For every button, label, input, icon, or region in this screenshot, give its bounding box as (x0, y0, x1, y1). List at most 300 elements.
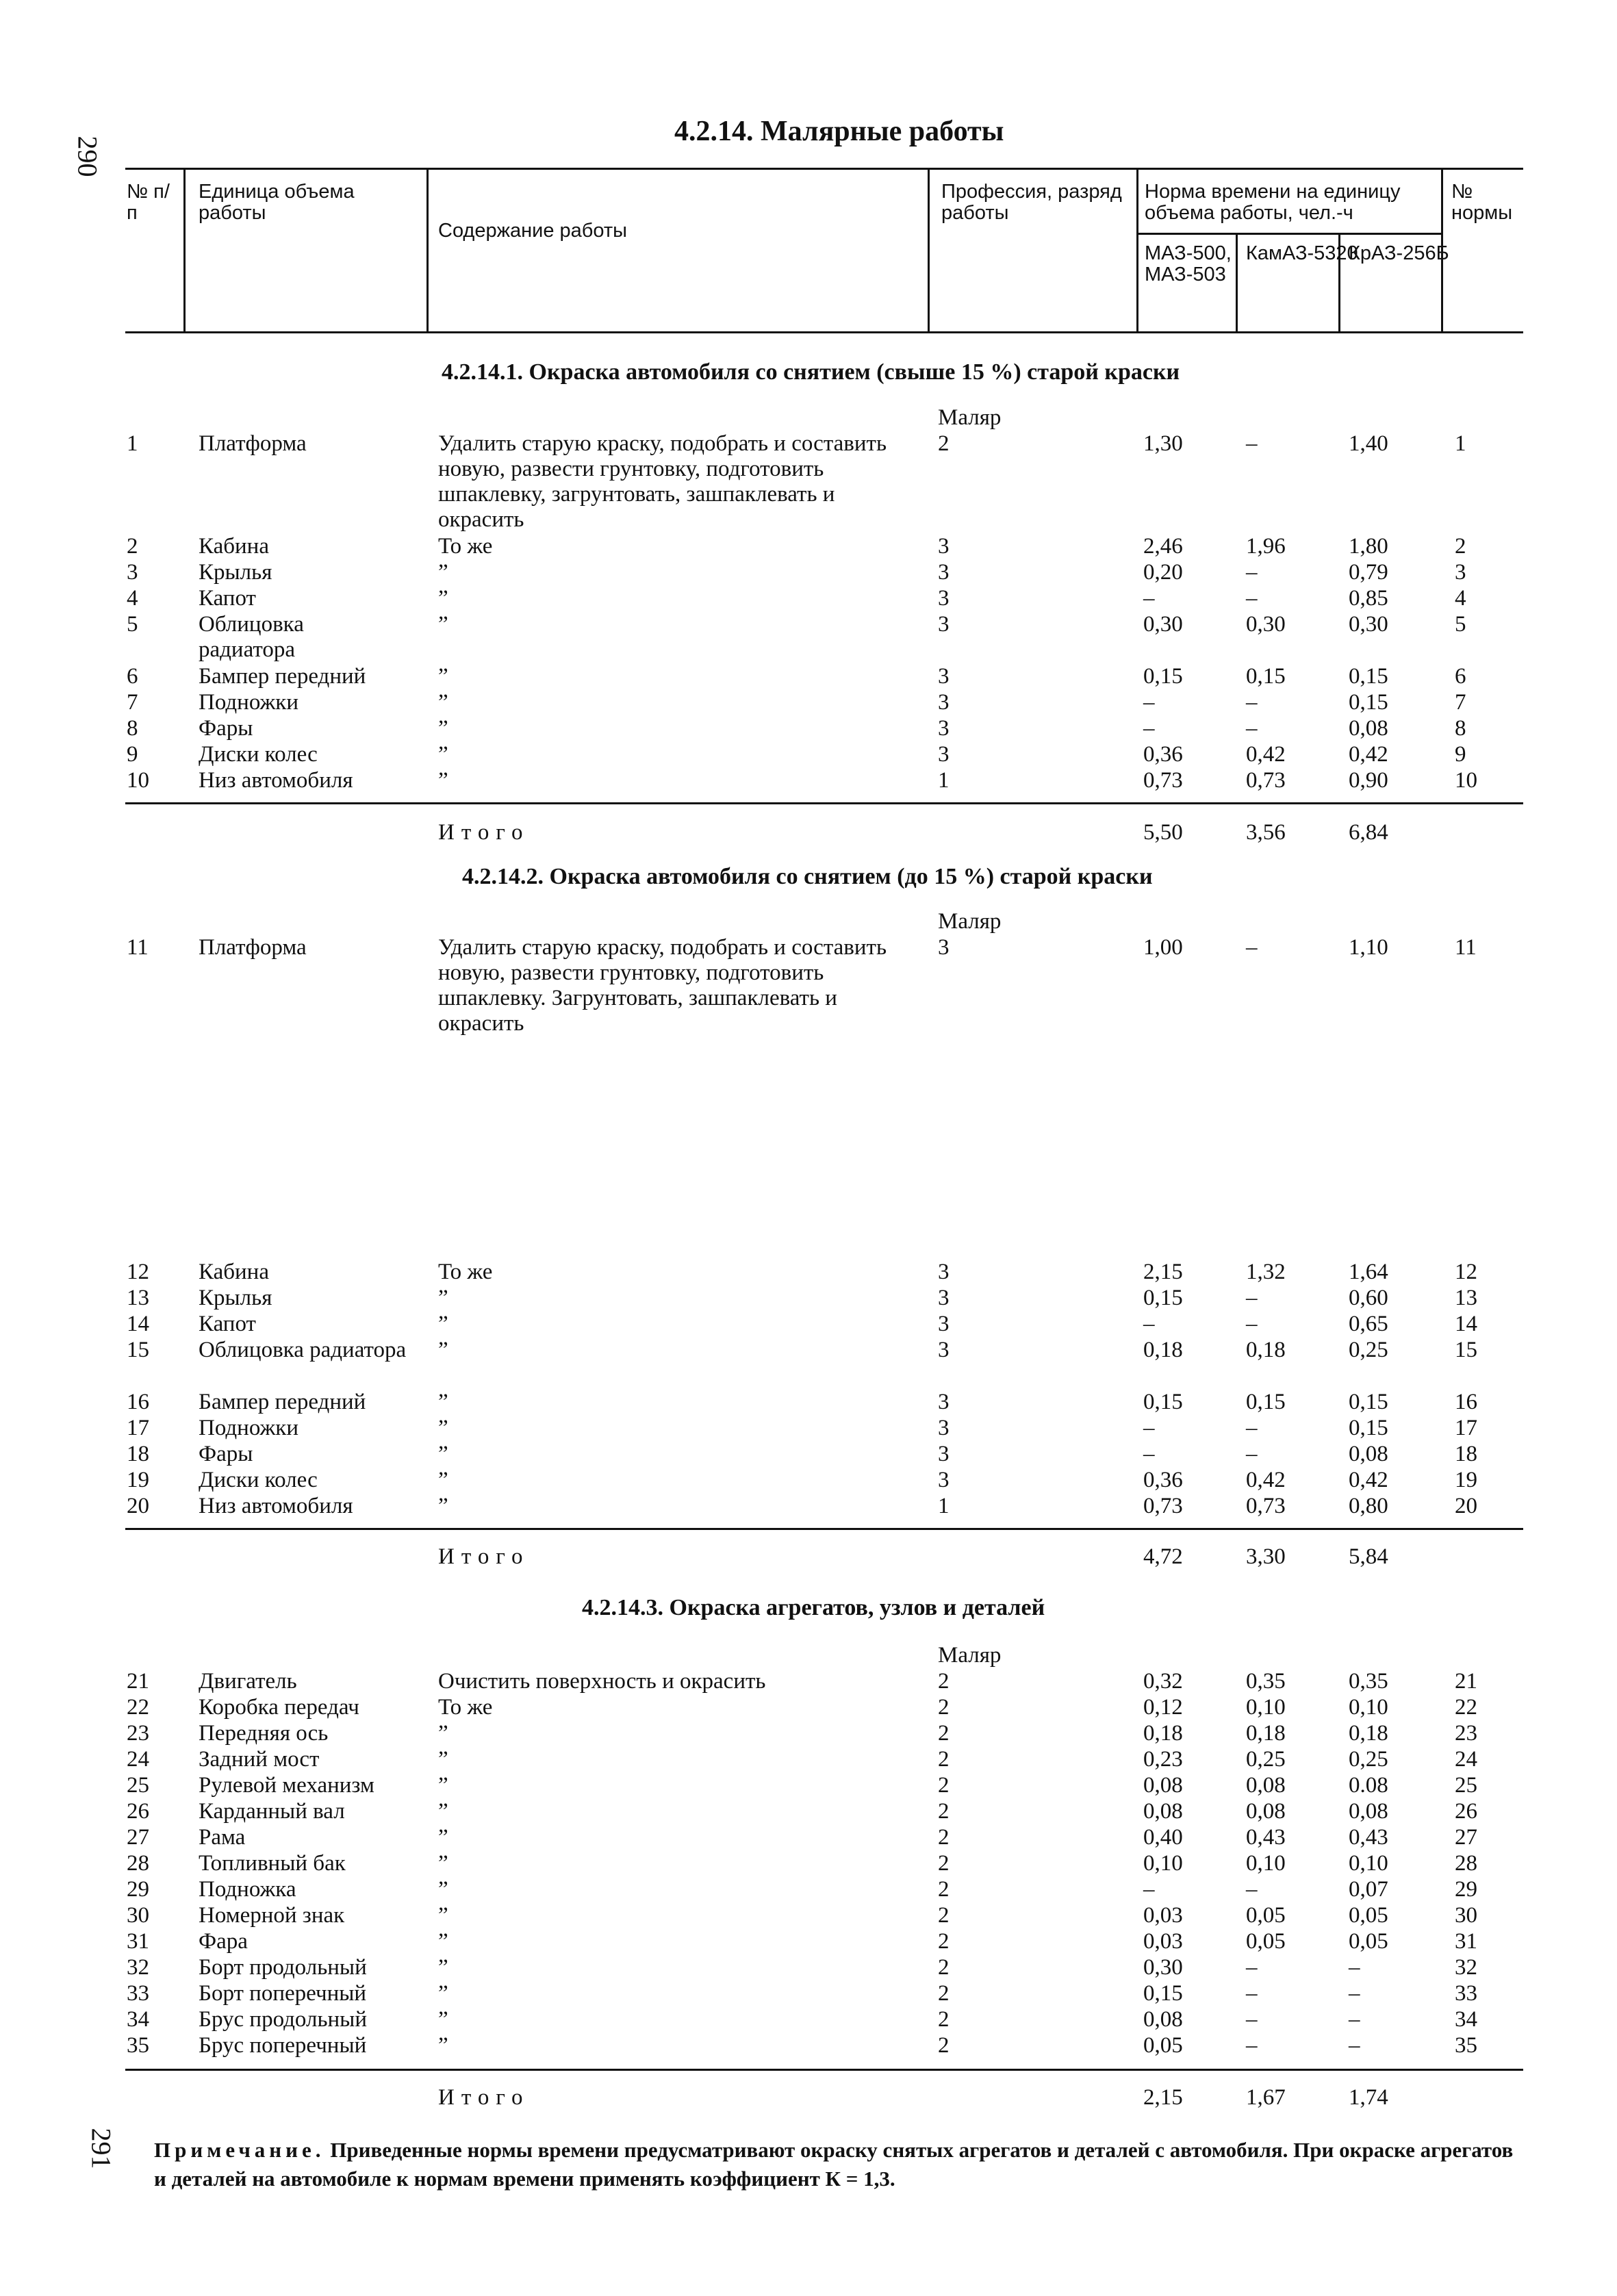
row-kraz: 0,65 (1349, 1312, 1388, 1336)
row-grade: 3 (938, 716, 950, 741)
header-bottom-rule (125, 331, 1523, 333)
row-number: 34 (127, 2007, 149, 2032)
row-kraz: – (1349, 1955, 1360, 1980)
row-kamaz: – (1246, 690, 1258, 715)
row-content: ” (438, 1721, 448, 1746)
row-norm-no: 34 (1455, 2007, 1477, 2032)
row-kamaz: – (1246, 1286, 1258, 1310)
total-maz: 4,72 (1143, 1544, 1183, 1569)
row-kamaz: – (1246, 431, 1258, 456)
row-kraz: 0,18 (1349, 1721, 1388, 1746)
row-kraz: 0,15 (1349, 1416, 1388, 1440)
page-number-right: 291 (86, 2128, 117, 2169)
row-unit: Фары (199, 716, 253, 741)
row-kraz: 0,42 (1349, 742, 1388, 767)
row-kraz: 0,15 (1349, 664, 1388, 689)
row-unit: Капот (199, 1312, 256, 1336)
row-maz: 0,32 (1143, 1669, 1183, 1694)
row-number: 18 (127, 1442, 149, 1466)
row-kamaz: 0,42 (1246, 1468, 1286, 1492)
row-maz: – (1143, 1312, 1155, 1336)
row-grade: 3 (938, 1312, 950, 1336)
row-unit: Карданный вал (199, 1799, 345, 1824)
row-number: 35 (127, 2033, 149, 2058)
row-number: 20 (127, 1494, 149, 1518)
total-kamaz: 1,67 (1246, 2085, 1286, 2110)
row-norm-no: 33 (1455, 1981, 1477, 2006)
row-number: 10 (127, 768, 149, 793)
row-maz: – (1143, 586, 1155, 611)
row-unit: Крылья (199, 1286, 272, 1310)
row-number: 22 (127, 1695, 149, 1720)
row-maz: 0,18 (1143, 1338, 1183, 1362)
row-grade: 2 (938, 1747, 950, 1772)
row-content: ” (438, 1416, 448, 1440)
row-number: 7 (127, 690, 138, 715)
row-unit: Двигатель (199, 1669, 297, 1694)
row-kraz: 0,10 (1349, 1695, 1388, 1720)
row-content: ” (438, 1955, 448, 1980)
row-maz: 0,03 (1143, 1929, 1183, 1954)
total-label: Итого (438, 1544, 530, 1569)
row-kraz: – (1349, 1981, 1360, 2006)
row-maz: 0,20 (1143, 560, 1183, 585)
row-unit: Коробка передач (199, 1695, 359, 1720)
row-kamaz: 0,08 (1246, 1773, 1286, 1798)
row-number: 26 (127, 1799, 149, 1824)
row-number: 17 (127, 1416, 149, 1440)
row-kraz: 0,08 (1349, 1442, 1388, 1466)
row-grade: 3 (938, 935, 950, 960)
section-title: 4.2.14.3. Окраска агрегатов, узлов и деталей (582, 1595, 1045, 1620)
row-number: 24 (127, 1747, 149, 1772)
row-grade: 1 (938, 1494, 950, 1518)
row-content: ” (438, 742, 448, 767)
row-grade: 2 (938, 1773, 950, 1798)
row-kamaz: 0,43 (1246, 1825, 1286, 1850)
row-kamaz: – (1246, 2033, 1258, 2058)
row-norm-no: 25 (1455, 1773, 1477, 1798)
row-norm-no: 22 (1455, 1695, 1477, 1720)
row-kraz: 0,10 (1349, 1851, 1388, 1876)
row-maz: 1,30 (1143, 431, 1183, 456)
total-kraz: 6,84 (1349, 820, 1388, 845)
row-kraz: – (1349, 2033, 1360, 2058)
row-norm-no: 10 (1455, 768, 1477, 793)
row-maz: 0,36 (1143, 742, 1183, 767)
row-maz: 0,10 (1143, 1851, 1183, 1876)
header-kamaz: КамАЗ-5320 (1246, 242, 1358, 264)
row-grade: 3 (938, 560, 950, 585)
row-unit: Подножки (199, 690, 299, 715)
row-content: То же (438, 1260, 493, 1284)
row-number: 14 (127, 1312, 149, 1336)
row-unit: Бампер передний (199, 664, 366, 689)
row-content: ” (438, 1877, 448, 1902)
row-grade: 2 (938, 1903, 950, 1928)
row-maz: 0,15 (1143, 1390, 1183, 1414)
row-norm-no: 21 (1455, 1669, 1477, 1694)
profession-label: Маляр (938, 909, 1002, 934)
row-unit: Рулевой механизм (199, 1773, 374, 1798)
row-kraz: 0,07 (1349, 1877, 1388, 1902)
row-norm-no: 4 (1455, 586, 1466, 611)
row-kamaz: 0,05 (1246, 1903, 1286, 1928)
row-unit: Диски колес (199, 1468, 318, 1492)
row-grade: 3 (938, 1260, 950, 1284)
row-kraz: 0,42 (1349, 1468, 1388, 1492)
row-grade: 2 (938, 1877, 950, 1902)
row-number: 8 (127, 716, 138, 741)
header-col-divider (1236, 233, 1238, 331)
header-col-divider (1136, 168, 1138, 331)
header-col-divider (183, 168, 186, 331)
row-content: ” (438, 1312, 448, 1336)
header-group-rule (1136, 233, 1441, 235)
row-content: ” (438, 690, 448, 715)
row-unit: Брус поперечный (199, 2033, 367, 2058)
row-kraz: 0,43 (1349, 1825, 1388, 1850)
row-kraz: 0,30 (1349, 612, 1388, 637)
row-kamaz: – (1246, 560, 1258, 585)
row-content: ” (438, 2033, 448, 2058)
row-maz: – (1143, 1877, 1155, 1902)
row-kamaz: 1,96 (1246, 534, 1286, 559)
row-kamaz: – (1246, 2007, 1258, 2032)
row-kraz: 0,35 (1349, 1669, 1388, 1694)
row-unit: Низ автомобиля (199, 768, 353, 793)
row-kamaz: – (1246, 586, 1258, 611)
row-kraz: 0.08 (1349, 1773, 1388, 1798)
row-maz: 0,18 (1143, 1721, 1183, 1746)
profession-label: Маляр (938, 1643, 1002, 1668)
row-unit: Платформа (199, 935, 307, 960)
row-unit: Бампер передний (199, 1390, 366, 1414)
row-maz: – (1143, 690, 1155, 715)
row-unit: Низ автомобиля (199, 1494, 353, 1518)
row-grade: 2 (938, 431, 950, 456)
row-grade: 2 (938, 1981, 950, 2006)
row-norm-no: 8 (1455, 716, 1466, 741)
profession-label: Маляр (938, 405, 1002, 430)
header-norm-group: Норма времени на единицу объема работы, чел.-ч (1145, 181, 1401, 224)
row-number: 28 (127, 1851, 149, 1876)
row-norm-no: 29 (1455, 1877, 1477, 1902)
row-kamaz: – (1246, 1416, 1258, 1440)
row-maz: 0,15 (1143, 1981, 1183, 2006)
row-content: Удалить старую краску, подобрать и составить новую, развести грунтовку, подготовить шпаклевку, загрунтовать, зашпаклевать и окрасить (438, 431, 887, 532)
row-maz: 0,08 (1143, 1773, 1183, 1798)
row-norm-no: 1 (1455, 431, 1466, 456)
row-norm-no: 24 (1455, 1747, 1477, 1772)
row-norm-no: 30 (1455, 1903, 1477, 1928)
row-norm-no: 31 (1455, 1929, 1477, 1954)
row-number: 12 (127, 1260, 149, 1284)
row-content: ” (438, 2007, 448, 2032)
header-profession: Профессия, разряд работы (941, 181, 1122, 224)
total-kraz: 1,74 (1349, 2085, 1388, 2110)
row-maz: 0,36 (1143, 1468, 1183, 1492)
row-content: ” (438, 768, 448, 793)
row-kamaz: 0,30 (1246, 612, 1286, 637)
row-grade: 3 (938, 612, 950, 637)
row-kraz: 0,25 (1349, 1747, 1388, 1772)
row-number: 5 (127, 612, 138, 637)
row-kamaz: 0,08 (1246, 1799, 1286, 1824)
row-kamaz: – (1246, 1442, 1258, 1466)
row-unit: Фара (199, 1929, 248, 1954)
row-maz: 0,05 (1143, 2033, 1183, 2058)
row-maz: 0,40 (1143, 1825, 1183, 1850)
row-maz: 1,00 (1143, 935, 1183, 960)
footnote (154, 2136, 1523, 2193)
row-norm-no: 2 (1455, 534, 1466, 559)
row-kamaz: 0,10 (1246, 1695, 1286, 1720)
row-maz: 0,08 (1143, 2007, 1183, 2032)
row-kraz: – (1349, 2007, 1360, 2032)
row-number: 11 (127, 935, 149, 960)
row-grade: 3 (938, 586, 950, 611)
row-grade: 3 (938, 690, 950, 715)
row-content: Удалить старую краску, подобрать и составить новую, развести грунтовку, подготовить шпаклевку. Загрунтовать, зашпаклевать и окрасить (438, 935, 887, 1036)
row-kamaz: 0,10 (1246, 1851, 1286, 1876)
row-unit: Брус продольный (199, 2007, 367, 2032)
row-maz: 2,15 (1143, 1260, 1183, 1284)
header-content: Содержание работы (438, 220, 628, 242)
total-rule (125, 2069, 1523, 2071)
page-title: 4.2.14. Малярные работы (674, 116, 1004, 147)
row-norm-no: 12 (1455, 1260, 1477, 1284)
row-norm-no: 14 (1455, 1312, 1477, 1336)
row-grade: 2 (938, 2033, 950, 2058)
total-maz: 2,15 (1143, 2085, 1183, 2110)
section-title: 4.2.14.2. Окраска автомобиля со снятием (до 15 %) старой краски (462, 864, 1153, 889)
row-maz: 0,30 (1143, 1955, 1183, 1980)
row-norm-no: 27 (1455, 1825, 1477, 1850)
row-unit: Платформа (199, 431, 307, 456)
row-content: ” (438, 612, 448, 637)
row-unit: Борт продольный (199, 1955, 367, 1980)
row-kamaz: 0,15 (1246, 664, 1286, 689)
row-number: 33 (127, 1981, 149, 2006)
row-kraz: 0,79 (1349, 560, 1388, 585)
row-kraz: 0,15 (1349, 1390, 1388, 1414)
total-maz: 5,50 (1143, 820, 1183, 845)
row-kraz: 0,85 (1349, 586, 1388, 611)
row-kraz: 1,64 (1349, 1260, 1388, 1284)
header-col-divider (426, 168, 429, 331)
row-content: ” (438, 1390, 448, 1414)
row-maz: 0,73 (1143, 768, 1183, 793)
page-number-left: 290 (72, 136, 103, 177)
row-unit: Облицовка радиатора (199, 1338, 407, 1362)
row-content: ” (438, 1799, 448, 1824)
row-maz: 0,15 (1143, 664, 1183, 689)
row-maz: 0,12 (1143, 1695, 1183, 1720)
row-kamaz: 0,18 (1246, 1721, 1286, 1746)
row-kraz: 0,90 (1349, 768, 1388, 793)
row-content: ” (438, 1442, 448, 1466)
row-norm-no: 23 (1455, 1721, 1477, 1746)
row-maz: 0,23 (1143, 1747, 1183, 1772)
row-content: ” (438, 1903, 448, 1928)
row-grade: 2 (938, 2007, 950, 2032)
row-content: ” (438, 1773, 448, 1798)
row-kraz: 0,15 (1349, 690, 1388, 715)
row-number: 21 (127, 1669, 149, 1694)
row-norm-no: 28 (1455, 1851, 1477, 1876)
row-kamaz: 0,73 (1246, 768, 1286, 793)
row-maz: 0,73 (1143, 1494, 1183, 1518)
row-norm-no: 19 (1455, 1468, 1477, 1492)
row-kamaz: 1,32 (1246, 1260, 1286, 1284)
row-unit: Задний мост (199, 1747, 320, 1772)
header-maz: МАЗ-500, МАЗ-503 (1145, 242, 1232, 285)
row-grade: 2 (938, 1695, 950, 1720)
header-num: № п/п (127, 181, 170, 224)
row-grade: 2 (938, 1825, 950, 1850)
row-content: ” (438, 1825, 448, 1850)
row-kamaz: 0,35 (1246, 1669, 1286, 1694)
total-kraz: 5,84 (1349, 1544, 1388, 1569)
row-norm-no: 32 (1455, 1955, 1477, 1980)
row-content: ” (438, 1929, 448, 1954)
row-content: ” (438, 586, 448, 611)
header-col-divider (928, 168, 930, 331)
row-kamaz: 0,42 (1246, 742, 1286, 767)
row-grade: 3 (938, 1338, 950, 1362)
row-kamaz: 0,15 (1246, 1390, 1286, 1414)
row-grade: 3 (938, 1442, 950, 1466)
row-unit: Борт поперечный (199, 1981, 367, 2006)
row-grade: 2 (938, 1851, 950, 1876)
row-maz: 0,30 (1143, 612, 1183, 637)
row-kamaz: 0,73 (1246, 1494, 1286, 1518)
row-content: ” (438, 1981, 448, 2006)
header-norm-no: № нормы (1451, 181, 1513, 224)
row-number: 16 (127, 1390, 149, 1414)
row-kamaz: – (1246, 716, 1258, 741)
section-title: 4.2.14.1. Окраска автомобиля со снятием (свыше 15 %) старой краски (442, 359, 1180, 385)
row-maz: – (1143, 1416, 1155, 1440)
row-norm-no: 9 (1455, 742, 1466, 767)
row-norm-no: 7 (1455, 690, 1466, 715)
row-number: 2 (127, 534, 138, 559)
row-norm-no: 15 (1455, 1338, 1477, 1362)
row-content: ” (438, 1494, 448, 1518)
row-maz: 2,46 (1143, 534, 1183, 559)
row-grade: 2 (938, 1929, 950, 1954)
row-kamaz: – (1246, 1955, 1258, 1980)
row-kamaz: – (1246, 1981, 1258, 2006)
row-maz: 0,03 (1143, 1903, 1183, 1928)
row-number: 27 (127, 1825, 149, 1850)
row-norm-no: 18 (1455, 1442, 1477, 1466)
row-maz: 0,15 (1143, 1286, 1183, 1310)
row-grade: 3 (938, 664, 950, 689)
row-content: ” (438, 1286, 448, 1310)
row-grade: 2 (938, 1955, 950, 1980)
row-norm-no: 5 (1455, 612, 1466, 637)
row-kraz: 0,60 (1349, 1286, 1388, 1310)
row-norm-no: 3 (1455, 560, 1466, 585)
row-unit: Кабина (199, 1260, 269, 1284)
row-number: 3 (127, 560, 138, 585)
row-content: То же (438, 534, 493, 559)
total-rule (125, 1528, 1523, 1530)
row-norm-no: 11 (1455, 935, 1477, 960)
row-norm-no: 26 (1455, 1799, 1477, 1824)
footnote-text: Приведенные нормы времени предусматривают окраску снятых агрегатов и деталей с автомобиля. При окраске агрегатов и деталей на автомобиле к нормам времени применять коэффициент К = 1,3. (154, 2138, 1514, 2191)
row-number: 9 (127, 742, 138, 767)
row-unit: Номерной знак (199, 1903, 345, 1928)
header-unit: Единица объема работы (199, 181, 355, 224)
row-kraz: 0,08 (1349, 716, 1388, 741)
row-grade: 2 (938, 1799, 950, 1824)
row-grade: 3 (938, 1390, 950, 1414)
row-kraz: 0,25 (1349, 1338, 1388, 1362)
total-label: Итого (438, 820, 530, 845)
row-kraz: 1,80 (1349, 534, 1388, 559)
row-unit: Подножки (199, 1416, 299, 1440)
total-kamaz: 3,30 (1246, 1544, 1286, 1569)
row-norm-no: 35 (1455, 2033, 1477, 2058)
row-number: 1 (127, 431, 138, 456)
row-grade: 3 (938, 1468, 950, 1492)
row-unit: Фары (199, 1442, 253, 1466)
row-content: ” (438, 664, 448, 689)
row-number: 32 (127, 1955, 149, 1980)
row-unit: Капот (199, 586, 256, 611)
total-rule (125, 802, 1523, 804)
row-kamaz: 0,25 (1246, 1747, 1286, 1772)
row-unit: Диски колес (199, 742, 318, 767)
row-number: 4 (127, 586, 138, 611)
row-content: ” (438, 560, 448, 585)
row-norm-no: 6 (1455, 664, 1466, 689)
footnote-label: Примечание. (154, 2138, 325, 2162)
row-norm-no: 13 (1455, 1286, 1477, 1310)
row-number: 30 (127, 1903, 149, 1928)
row-norm-no: 20 (1455, 1494, 1477, 1518)
row-kamaz: 0,18 (1246, 1338, 1286, 1362)
row-content: Очистить поверхность и окрасить (438, 1669, 766, 1694)
row-kamaz: 0,05 (1246, 1929, 1286, 1954)
header-top-rule (125, 168, 1523, 170)
row-kraz: 1,40 (1349, 431, 1388, 456)
row-kraz: 0,08 (1349, 1799, 1388, 1824)
row-kamaz: – (1246, 935, 1258, 960)
row-number: 13 (127, 1286, 149, 1310)
row-unit: Кабина (199, 534, 269, 559)
row-grade: 3 (938, 1286, 950, 1310)
row-number: 15 (127, 1338, 149, 1362)
row-unit: Крылья (199, 560, 272, 585)
row-number: 23 (127, 1721, 149, 1746)
row-content: ” (438, 1468, 448, 1492)
row-kamaz: – (1246, 1312, 1258, 1336)
row-grade: 3 (938, 1416, 950, 1440)
row-grade: 3 (938, 742, 950, 767)
row-kraz: 1,10 (1349, 935, 1388, 960)
row-number: 19 (127, 1468, 149, 1492)
row-unit: Подножка (199, 1877, 296, 1902)
row-kraz: 0,05 (1349, 1929, 1388, 1954)
row-number: 6 (127, 664, 138, 689)
row-grade: 1 (938, 768, 950, 793)
row-norm-no: 16 (1455, 1390, 1477, 1414)
row-content: ” (438, 1747, 448, 1772)
